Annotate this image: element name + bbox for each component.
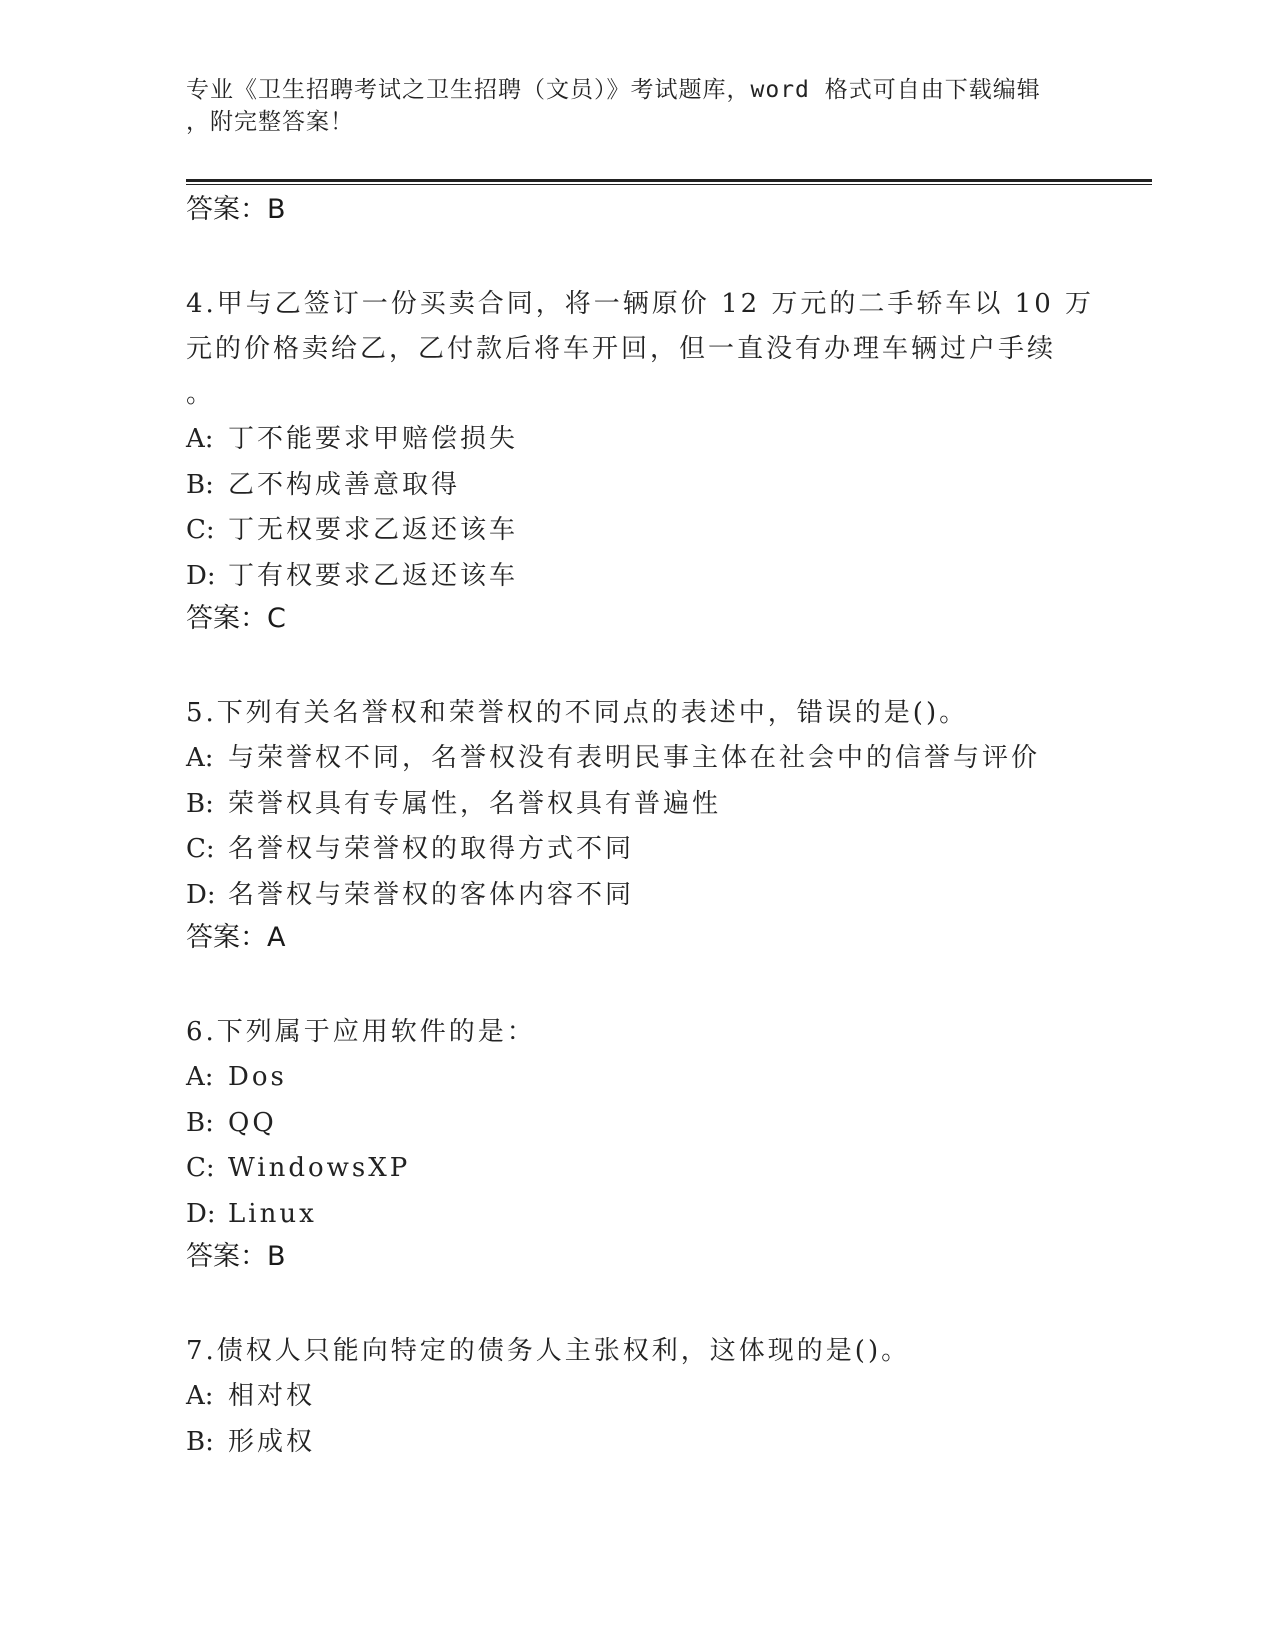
option-letter: D: (186, 1198, 216, 1229)
option-letter: A: (186, 1381, 214, 1411)
answer-option (186, 463, 1126, 509)
question-block (186, 691, 1126, 958)
option-text: 丁不能要求甲赔偿损失 (228, 424, 519, 454)
question-stem-line: 6.下列属于应用软件的是： (186, 1017, 536, 1047)
question-block (186, 1329, 1126, 1465)
option-text: WindowsXP (228, 1153, 411, 1183)
option-letter: B: (186, 788, 214, 819)
answer-option (186, 782, 1126, 828)
header-divider (186, 179, 1152, 182)
option-letter: B: (186, 469, 214, 500)
question-stem (186, 1010, 1126, 1055)
answer-option (186, 736, 1126, 782)
option-letter: A: (186, 743, 214, 773)
answer-option (186, 1374, 1126, 1420)
answer-prefix: 答案 (186, 1241, 240, 1272)
question-stem-line: 4.甲与乙签订一份买卖合同，将一辆原价 12 万元的二手轿车以 10 万 (186, 289, 1095, 319)
option-letter: C: (186, 515, 215, 545)
answer-separator: ： (240, 922, 267, 953)
option-text: Linux (228, 1198, 317, 1229)
answer-line (186, 918, 1126, 958)
option-letter: D: (186, 560, 216, 591)
option-text: 名誉权与荣誉权的客体内容不同 (228, 879, 635, 910)
option-letter: D: (186, 879, 216, 910)
question-spacer (186, 639, 1126, 691)
document-header (186, 74, 1066, 138)
answer-option (186, 508, 1126, 554)
answer-option (186, 1192, 1126, 1238)
answer-value: B (267, 1241, 286, 1272)
question-stem (186, 1329, 1126, 1374)
question-stem-line: 5.下列有关名誉权和荣誉权的不同点的表述中，错误的是()。 (186, 698, 969, 728)
option-text: Dos (228, 1062, 287, 1092)
answer-prefix: 答案 (186, 194, 240, 225)
question-block (186, 1010, 1126, 1277)
answer-separator: ： (240, 194, 267, 225)
option-text: 丁无权要求乙返还该车 (228, 515, 519, 545)
answer-option (186, 873, 1126, 919)
answer-separator: ： (240, 603, 267, 634)
option-letter: A: (186, 424, 214, 454)
answer-value: A (267, 922, 286, 953)
answer-prefix: 答案 (186, 603, 240, 634)
answer-prefix: 答案 (186, 922, 240, 953)
answer-option (186, 827, 1126, 873)
option-text: 名誉权与荣誉权的取得方式不同 (228, 834, 635, 864)
option-text: 与荣誉权不同，名誉权没有表明民事主体在社会中的信誉与评价 (228, 743, 1041, 773)
question-block (186, 282, 1126, 639)
answer-option (186, 1420, 1126, 1466)
option-text: 乙不构成善意取得 (228, 469, 461, 500)
option-letter: B: (186, 1107, 214, 1138)
answer-option (186, 1055, 1126, 1101)
option-text: QQ (228, 1107, 277, 1138)
answer-value: B (267, 194, 286, 225)
question-stem-line: 7.债权人只能向特定的债务人主张权利，这体现的是()。 (186, 1336, 911, 1366)
question-stem (186, 691, 1126, 736)
option-text: 相对权 (228, 1381, 316, 1411)
question-spacer (186, 230, 1126, 282)
answer-line (186, 599, 1126, 639)
header-divider-thin (186, 184, 1152, 185)
option-letter: A: (186, 1062, 214, 1092)
answer-option (186, 554, 1126, 600)
option-letter: C: (186, 834, 215, 864)
answer-line (186, 1237, 1126, 1277)
answer-value: C (267, 603, 286, 634)
option-letter: C: (186, 1153, 215, 1183)
option-text: 形成权 (228, 1426, 316, 1457)
question-stem-line: 元的价格卖给乙，乙付款后将车开回，但一直没有办理车辆过户手续 (186, 334, 1057, 364)
question-spacer (186, 1277, 1126, 1329)
answer-option (186, 417, 1126, 463)
option-text: 荣誉权具有专属性，名誉权具有普遍性 (228, 788, 722, 819)
question-list (186, 190, 1126, 1465)
answer-line (186, 190, 1126, 230)
answer-separator: ： (240, 1241, 267, 1272)
answer-option (186, 1146, 1126, 1192)
answer-option (186, 1101, 1126, 1147)
option-letter: B: (186, 1426, 214, 1457)
header-line-1: 专业《卫生招聘考试之卫生招聘（文员）》考试题库，word 格式可自由下载编辑 (186, 77, 1041, 103)
header-line-2: ，附完整答案！ (186, 109, 354, 135)
question-spacer (186, 958, 1126, 1010)
option-text: 丁有权要求乙返还该车 (228, 560, 519, 591)
question-stem-line: 。 (186, 379, 216, 409)
question-stem (186, 282, 1126, 417)
